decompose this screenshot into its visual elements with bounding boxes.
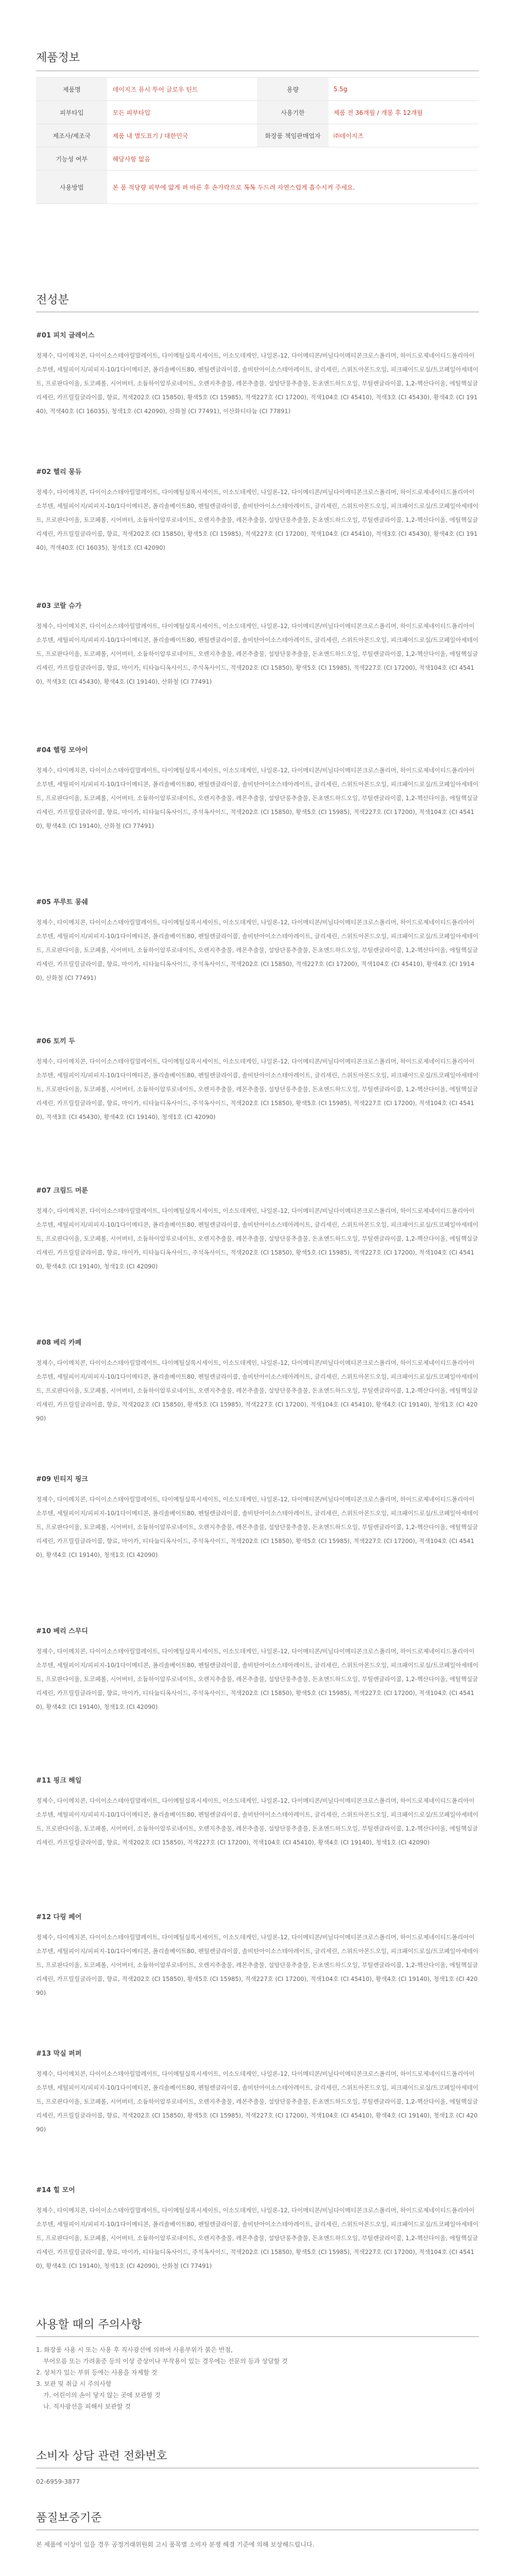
label-usage: 사용방법 — [36, 171, 107, 204]
label-expiry: 사용기한 — [257, 101, 328, 124]
value-product-name: 데이지즈 퓨시 투어 글로우 틴트 — [107, 78, 257, 101]
caution-line: 부어오름 또는 가려움증 등의 이상 증상이나 부작용이 있는 경우에는 전문의 등과 상담할 것 — [43, 2358, 288, 2365]
shade-ingredients: 정제수, 다이메치콘, 다이이소스테아릴말레이트, 다이메틸실록시세이트, 이소도데케인, 나일론-12, 다이메티콘/비닐다이메티콘크로스폴리머, 하이드로제네이티드폴리아이소부텐, 세틸피이지/피피지-10/1다이메티콘, 폴리솔베이트80, 펜틸렌글라이콜, 솔비탄아이소스테아레이트, 글리세린, 스위트아몬드오일, 피크패이드로실/트코페일아세테이트, 프로판다이올, 토코페롤, 시어버터, 소듐하이알루로네이트, 오렌지추출물, 레몬추출물, 설탕단풍추출물, 돈초엔드하드오일, 부틸렌글라이콜, 1,2-헥산다이올, 에틸헥실글리세린, 카프릴릴글라이콜, 향료, 마이카, 티타늄디옥사이드, 주석옥사이드, 적색202호 (CI 15850), 황색5호 (CI 15985), 적색227호 (CI 17200), 적색104호 (CI 45410), 황색4호 (CI 19140), 청색1호 (CI 42090) — [36, 1648, 478, 1710]
shade-09 — [36, 1473, 479, 1562]
shade-name: #03 코랄 슈가 — [36, 602, 82, 610]
shade-name: #10 베리 스무디 — [36, 1628, 88, 1635]
table-row — [36, 101, 479, 124]
label-volume: 용량 — [257, 78, 328, 101]
caution-line: 3. 보관 및 취급 시 주의사항 — [36, 2380, 112, 2387]
value-usage: 본 품 적당량 피부에 얇게 펴 바른 후 손가락으로 톡톡 두드려 자연스럽게 흡수시켜 주세요. — [107, 171, 479, 204]
shade-ingredients: 정제수, 다이메치콘, 다이이소스테아릴말레이트, 다이메틸실록시세이트, 이소도데케인, 나일론-12, 다이메티콘/비닐다이메티콘크로스폴리머, 하이드로제네이티드폴리아이소부텐, 세틸피이지/피피지-10/1다이메티콘, 폴리솔베이트80, 펜틸렌글라이콜, 솔비탄아이소스테아레이트, 글리세린, 스위트아몬드오일, 피크패이드로실/트코페일아세테이트, 프로판다이올, 토코페롤, 시어버터, 소듐하이알루로네이트, 오렌지추출물, 레몬추출물, 설탕단풍추출물, 돈초엔드하드오일, 부틸렌글라이콜, 1,2-헥산다이올, 에틸헥실글리세린, 카프릴릴글라이콜, 향료, 마이카, 티타늄디옥사이드, 주석옥사이드, 적색202호 (CI 15850), 황색5호 (CI 15985), 적색227호 (CI 17200), 적색104호 (CI 45410), 황색4호 (CI 19140), 산화철 (CI 77491) — [36, 767, 478, 829]
ingredients-title: 전성분 — [36, 294, 69, 307]
shade-name: #08 베리 카페 — [36, 1339, 82, 1347]
shade-name: #02 헬리 몽듀 — [36, 468, 82, 476]
caution-line: 2. 상처가 있는 부위 등에는 사용을 자제할 것 — [36, 2369, 158, 2376]
shade-name: #07 크림드 머룬 — [36, 1187, 88, 1195]
label-functional: 기능성 여부 — [36, 147, 107, 171]
shade-ingredients: 정제수, 다이메치콘, 다이이소스테아릴말레이트, 다이메틸실록시세이트, 이소도데케인, 나일론-12, 다이메티콘/비닐다이메티콘크로스폴리머, 하이드로제네이티드폴리아이소부텐, 세틸피이지/피피지-10/1다이메티콘, 폴리솔베이트80, 펜틸렌글라이콜, 솔비탄아이소스테아레이트, 글리세린, 스위트아몬드오일, 피크패이드로실/트코페일아세테이트, 프로판다이올, 토코페롤, 시어버터, 소듐하이알루로네이트, 오렌지추출물, 레몬추출물, 설탕단풍추출물, 돈초엔드하드오일, 부틸렌글라이콜, 1,2-헥산다이올, 에틸헥실글리세린, 카프릴릴글라이콜, 향료, 적색202호 (CI 15850), 황색5호 (CI 15985), 적색227호 (CI 17200), 적색104호 (CI 45410), 적색3호 (CI 45430), 황색4호 (CI 19140), 적색40호 (CI 16035), 청색1호 (CI 42090) — [36, 488, 478, 551]
shade-ingredients: 정제수, 다이메치콘, 다이이소스테아릴말레이트, 다이메틸실록시세이트, 이소도데케인, 나일론-12, 다이메티콘/비닐다이메티콘크로스폴리머, 하이드로제네이티드폴리아이소부텐, 세틸피이지/피피지-10/1다이메티콘, 폴리솔베이트80, 펜틸렌글라이콜, 솔비탄아이소스테아레이트, 글리세린, 스위트아몬드오일, 피크패이드로실/트코페일아세테이트, 프로판다이올, 토코페롤, 시어버터, 소듐하이알루로네이트, 오렌지추출물, 레몬추출물, 설탕단풍추출물, 돈초엔드하드오일, 부틸렌글라이콜, 1,2-헥산다이올, 에틸헥실글리세린, 카프릴릴글라이콜, 향료, 적색202호 (CI 15850), 황색5호 (CI 15985), 적색227호 (CI 17200), 적색104호 (CI 45410), 적색3호 (CI 45430), 황색4호 (CI 19140), 적색40호 (CI 16035), 청색1호 (CI 42090), 산화철 (CI 77491), 이산화티타늄 (CI 77891) — [36, 352, 478, 415]
label-product-name: 제품명 — [36, 78, 107, 101]
label-distributor: 화장품 책임판매업자 — [257, 124, 328, 147]
shade-02 — [36, 466, 479, 555]
caution-line: 1. 화장품 사용 시 또는 사용 후 직사광선에 의하여 사용부위가 붉은 반점, — [36, 2346, 233, 2353]
value-volume: 5.5g — [329, 78, 479, 101]
shade-07 — [36, 1185, 479, 1274]
consumer-title: 소비자 상담 관련 전화번호 — [36, 2450, 167, 2463]
caution-title: 사용할 때의 주의사항 — [36, 2318, 142, 2331]
shade-12 — [36, 1911, 479, 2000]
shade-10 — [36, 1625, 479, 1714]
shade-name: #09 빈티지 핑크 — [36, 1476, 88, 1483]
shade-03 — [36, 600, 479, 689]
shade-ingredients: 정제수, 다이메치콘, 다이이소스테아릴말레이트, 다이메틸실록시세이트, 이소도데케인, 나일론-12, 다이메티콘/비닐다이메티콘크로스폴리머, 하이드로제네이티드폴리아이소부텐, 세틸피이지/피피지-10/1다이메티콘, 폴리솔베이트80, 펜틸렌글라이콜, 솔비탄아이소스테아레이트, 글리세린, 스위트아몬드오일, 피크패이드로실/트코페일아세테이트, 프로판다이올, 토코페롤, 시어버터, 소듐하이알루로네이트, 오렌지추출물, 레몬추출물, 설탕단풍추출물, 돈초엔드하드오일, 부틸렌글라이콜, 1,2-헥산다이올, 에틸헥실글리세린, 카프릴릴글라이콜, 향료, 적색202호 (CI 15850), 황색5호 (CI 15985), 적색227호 (CI 17200), 적색104호 (CI 45410), 황색4호 (CI 19140), 청색1호 (CI 42090) — [36, 1934, 478, 1996]
quality-title: 품질보증기준 — [36, 2512, 102, 2524]
label-skin-type: 피부타입 — [36, 101, 107, 124]
shade-ingredients: 정제수, 다이메치콘, 다이이소스테아릴말레이트, 다이메틸실록시세이트, 이소도데케인, 나일론-12, 다이메티콘/비닐다이메티콘크로스폴리머, 하이드로제네이티드폴리아이소부텐, 세틸피이지/피피지-10/1다이메티콘, 폴리솔베이트80, 펜틸렌글라이콜, 솔비탄아이소스테아레이트, 글리세린, 스위트아몬드오일, 피크패이드로실/트코페일아세테이트, 프로판다이올, 토코페롤, 시어버터, 소듐하이알루로네이트, 오렌지추출물, 레몬추출물, 설탕단풍추출물, 돈초엔드하드오일, 부틸렌글라이콜, 1,2-헥산다이올, 에틸헥실글리세린, 카프릴릴글라이콜, 향료, 마이카, 티타늄디옥사이드, 주석옥사이드, 적색202호 (CI 15850), 황색5호 (CI 15985), 적색227호 (CI 17200), 적색104호 (CI 45410), 황색4호 (CI 19140), 청색1호 (CI 42090) — [36, 1207, 478, 1270]
shade-name: #13 막실 퍼퍼 — [36, 2050, 82, 2058]
shade-01 — [36, 330, 479, 418]
shade-13 — [36, 2048, 479, 2137]
shade-name: #06 토끼 두 — [36, 1038, 75, 1045]
table-row — [36, 78, 479, 101]
shade-ingredients: 정제수, 다이메치콘, 다이이소스테아릴말레이트, 다이메틸실록시세이트, 이소도데케인, 나일론-12, 다이메티콘/비닐다이메티콘크로스폴리머, 하이드로제네이티드폴리아이소부텐, 세틸피이지/피피지-10/1다이메티콘, 폴리솔베이트80, 펜틸렌글라이콜, 솔비탄아이소스테아레이트, 글리세린, 스위트아몬드오일, 피크패이드로실/트코페일아세테이트, 프로판다이올, 토코페롤, 시어버터, 소듐하이알루로네이트, 오렌지추출물, 레몬추출물, 설탕단풍추출물, 돈초엔드하드오일, 부틸렌글라이콜, 1,2-헥산다이올, 에틸헥실글리세린, 카프릴릴글라이콜, 향료, 마이카, 티타늄디옥사이드, 주석옥사이드, 적색202호 (CI 15850), 황색5호 (CI 15985), 적색227호 (CI 17200), 적색104호 (CI 45410), 황색4호 (CI 19140), 청색1호 (CI 42090), 산화철 (CI 77491) — [36, 2207, 478, 2269]
shade-name: #14 힐 모어 — [36, 2187, 75, 2194]
shade-08 — [36, 1337, 479, 1426]
table-row — [36, 171, 479, 204]
label-manufacturer: 제조사/제조국 — [36, 124, 107, 147]
shade-ingredients: 정제수, 다이메치콘, 다이이소스테아릴말레이트, 다이메틸실록시세이트, 이소도데케인, 나일론-12, 다이메티콘/비닐다이메티콘크로스폴리머, 하이드로제네이티드폴리아이소부텐, 세틸피이지/피피지-10/1다이메티콘, 폴리솔베이트80, 펜틸렌글라이콜, 솔비탄아이소스테아레이트, 글리세린, 스위트아몬드오일, 피크패이드로실/트코페일아세테이트, 프로판다이올, 토코페롤, 시어버터, 소듐하이알루로네이트, 오렌지추출물, 레몬추출물, 설탕단풍추출물, 돈초엔드하드오일, 부틸렌글라이콜, 1,2-헥산다이올, 에틸헥실글리세린, 카프릴릴글라이콜, 향료, 마이카, 티타늄디옥사이드, 주석옥사이드, 적색202호 (CI 15850), 적색227호 (CI 17200), 적색104호 (CI 45410), 황색4호 (CI 19140), 산화철 (CI 77491) — [36, 919, 478, 981]
value-skin-type: 모든 피부타입 — [107, 101, 257, 124]
divider — [36, 2336, 479, 2337]
shade-14 — [36, 2184, 479, 2273]
shade-ingredients: 정제수, 다이메치콘, 다이이소스테아릴말레이트, 다이메틸실록시세이트, 이소도데케인, 나일론-12, 다이메티콘/비닐다이메티콘크로스폴리머, 하이드로제네이티드폴리아이소부텐, 세틸피이지/피피지-10/1다이메티콘, 폴리솔베이트80, 펜틸렌글라이콜, 솔비탄아이소스테아레이트, 글리세린, 스위트아몬드오일, 피크패이드로실/트코페일아세테이트, 프로판다이올, 토코페롤, 시어버터, 소듐하이알루로네이트, 오렌지추출물, 레몬추출물, 설탕단풍추출물, 돈초엔드하드오일, 부틸렌글라이콜, 1,2-헥산다이올, 에틸헥실글리세린, 카프릴릴글라이콜, 향료, 적색202호 (CI 15850), 황색5호 (CI 15985), 적색227호 (CI 17200), 적색104호 (CI 45410), 황색4호 (CI 19140), 청색1호 (CI 42090) — [36, 2070, 478, 2133]
shade-ingredients: 정제수, 다이메치콘, 다이이소스테아릴말레이트, 다이메틸실록시세이트, 이소도데케인, 나일론-12, 다이메티콘/비닐다이메티콘크로스폴리머, 하이드로제네이티드폴리아이소부텐, 세틸피이지/피피지-10/1다이메티콘, 폴리솔베이트80, 펜틸렌글라이콜, 솔비탄아이소스테아레이트, 글리세린, 스위트아몬드오일, 피크패이드로실/트코페일아세테이트, 프로판다이올, 토코페롤, 시어버터, 소듐하이알루로네이트, 오렌지추출물, 레몬추출물, 설탕단풍추출물, 돈초엔드하드오일, 부틸렌글라이콜, 1,2-헥산다이올, 에틸헥실글리세린, 카프릴릴글라이콜, 향료, 마이카, 티타늄디옥사이드, 주석옥사이드, 적색202호 (CI 15850), 황색5호 (CI 15985), 적색227호 (CI 17200), 적색104호 (CI 45410), 적색3호 (CI 45430), 황색4호 (CI 19140), 산화철 (CI 77491) — [36, 622, 478, 685]
value-distributor: ㈜데이지즈 — [329, 124, 479, 147]
shade-06 — [36, 1036, 479, 1124]
value-expiry: 제품 전 36개월 / 개봉 후 12개월 — [329, 101, 479, 124]
shade-ingredients: 정제수, 다이메치콘, 다이이소스테아릴말레이트, 다이메틸실록시세이트, 이소도데케인, 나일론-12, 다이메티콘/비닐다이메티콘크로스폴리머, 하이드로제네이티드폴리아이소부텐, 세틸피이지/피피지-10/1다이메티콘, 폴리솔베이트80, 펜틸렌글라이콜, 솔비탄아이소스테아레이트, 글리세린, 스위트아몬드오일, 피크패이드로실/트코페일아세테이트, 프로판다이올, 토코페롤, 시어버터, 소듐하이알루로네이트, 오렌지추출물, 레몬추출물, 설탕단풍추출물, 돈초엔드하드오일, 부틸렌글라이콜, 1,2-헥산다이올, 에틸헥실글리세린, 카프릴릴글라이콜, 향료, 마이카, 티타늄디옥사이드, 주석옥사이드, 적색202호 (CI 15850), 황색5호 (CI 15985), 적색227호 (CI 17200), 적색104호 (CI 45410), 황색4호 (CI 19140), 청색1호 (CI 42090) — [36, 1496, 478, 1558]
shade-05 — [36, 896, 479, 985]
shade-name: #05 푸루트 몽쉐 — [36, 899, 88, 906]
shade-name: #12 다링 페어 — [36, 1913, 82, 1921]
caution-list — [36, 2344, 479, 2412]
value-functional: 해당사항 없음 — [107, 147, 479, 171]
shade-ingredients: 정제수, 다이메치콘, 다이이소스테아릴말레이트, 다이메틸실록시세이트, 이소도데케인, 나일론-12, 다이메티콘/비닐다이메티콘크로스폴리머, 하이드로제네이티드폴리아이소부텐, 세틸피이지/피피지-10/1다이메티콘, 폴리솔베이트80, 펜틸렌글라이콜, 솔비탄아이소스테아레이트, 글리세린, 스위트아몬드오일, 피크패이드로실/트코페일아세테이트, 프로판다이올, 토코페롤, 시어버터, 소듐하이알루로네이트, 오렌지추출물, 레몬추출물, 설탕단풍추출물, 돈초엔드하드오일, 부틸렌글라이콜, 1,2-헥산다이올, 에틸헥실글리세린, 카프릴릴글라이콜, 향료, 적색202호 (CI 15850), 황색5호 (CI 15985), 적색227호 (CI 17200), 적색104호 (CI 45410), 황색4호 (CI 19140), 청색1호 (CI 42090) — [36, 1359, 478, 1422]
product-info-title: 제품정보 — [36, 52, 80, 64]
quality-text: 본 제품에 이상이 있을 경우 공정거래위원회 고시 품목별 소비자 분쟁 해결 기준에 의해 보상해드립니다. — [36, 2541, 315, 2548]
value-manufacturer: 제품 내 별도표기 / 대한민국 — [107, 124, 257, 147]
shade-name: #04 헬링 모아이 — [36, 747, 88, 754]
caution-line: 가. 어린이의 손이 닿지 않는 곳에 보관할 것 — [43, 2392, 161, 2399]
shade-04 — [36, 744, 479, 833]
consumer-phone: 02-6959-3877 — [36, 2478, 80, 2485]
table-row — [36, 147, 479, 171]
shade-name: #11 핑크 해일 — [36, 1777, 82, 1785]
shade-11 — [36, 1775, 479, 1850]
caution-line: 나. 직사광선을 피해서 보관할 것 — [43, 2403, 131, 2410]
product-info-table — [36, 77, 479, 204]
shade-ingredients: 정제수, 다이메치콘, 다이이소스테아릴말레이트, 다이메틸실록시세이트, 이소도데케인, 나일론-12, 다이메티콘/비닐다이메티콘크로스폴리머, 하이드로제네이티드폴리아이소부텐, 세틸피이지/피피지-10/1다이메티콘, 폴리솔베이트80, 펜틸렌글라이콜, 솔비탄아이소스테아레이트, 글리세린, 스위트아몬드오일, 피크패이드로실/트코페일아세테이트, 프로판다이올, 토코페롤, 시어버터, 소듐하이알루로네이트, 오렌지추출물, 레몬추출물, 설탕단풍추출물, 돈초엔드하드오일, 부틸렌글라이콜, 1,2-헥산다이올, 에틸헥실글리세린, 카프릴릴글라이콜, 향료, 적색202호 (CI 15850), 적색227호 (CI 17200), 적색104호 (CI 45410), 황색4호 (CI 19140), 청색1호 (CI 42090) — [36, 1797, 478, 1846]
table-row — [36, 124, 479, 147]
shade-name: #01 피치 글레이스 — [36, 332, 95, 340]
shade-ingredients: 정제수, 다이메치콘, 다이이소스테아릴말레이트, 다이메틸실록시세이트, 이소도데케인, 나일론-12, 다이메티콘/비닐다이메티콘크로스폴리머, 하이드로제네이티드폴리아이소부텐, 세틸피이지/피피지-10/1다이메티콘, 폴리솔베이트80, 펜틸렌글라이콜, 솔비탄아이소스테아레이트, 글리세린, 스위트아몬드오일, 피크패이드로실/트코페일아세테이트, 프로판다이올, 토코페롤, 시어버터, 소듐하이알루로네이트, 오렌지추출물, 레몬추출물, 설탕단풍추출물, 돈초엔드하드오일, 부틸렌글라이콜, 1,2-헥산다이올, 에틸헥실글리세린, 카프릴릴글라이콜, 향료, 마이카, 티타늄디옥사이드, 주석옥사이드, 적색202호 (CI 15850), 황색5호 (CI 15985), 적색227호 (CI 17200), 적색104호 (CI 45410), 적색3호 (CI 45430), 황색4호 (CI 19140), 청색1호 (CI 42090) — [36, 1058, 478, 1121]
